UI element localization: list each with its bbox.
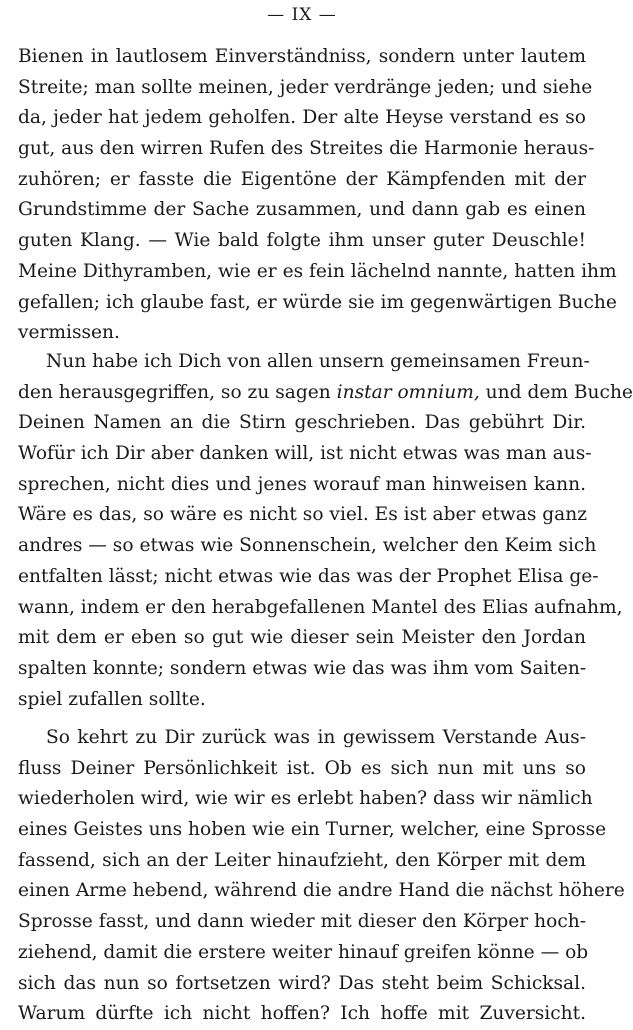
paragraph-3 [18, 723, 625, 1030]
text-line: spalten konnte; sondern etwas wie das was ihm vom Saiten- [18, 657, 587, 679]
text-line: Streite; man sollte meinen, jeder verdränge jeden; und siehe [18, 76, 593, 98]
text-line: Meine Dithyramben, wie er es fein lächelnd nannte, hatten ihm [18, 260, 617, 282]
text-line-with-italic [18, 378, 633, 409]
text-line: da, jeder hat jedem geholfen. Der alte Heyse verstand es so [18, 107, 586, 129]
italic-phrase: instar omnium, [336, 381, 480, 403]
text-line: einen Arme hebend, während die andre Hand die nächst höhere [18, 880, 625, 902]
text-line: ziehend, damit die erstere weiter hinauf greifen könne — ob [18, 941, 589, 963]
text-line: entfalten lässt; nicht etwas wie das was der Prophet Elisa ge- [18, 565, 599, 587]
text-line: Deinen Namen an die Stirn geschrieben. Das gebührt Dir. [18, 412, 586, 434]
text-line: fassend, sich an der Leiter hinaufzieht, den Körper mit dem [18, 849, 586, 871]
text-line: wiederholen wird, wie wir es erlebt haben? dass wir nämlich [18, 788, 593, 810]
text-line: Wäre es das, so wäre es nicht so viel. Es ist aber etwas ganz [18, 504, 588, 526]
text-line: gut, aus den wirren Rufen des Streites die Harmonie heraus- [18, 138, 595, 160]
text-line: Grundstimme der Sache zusammen, und dann gab es einen [18, 199, 586, 221]
text-line: gefallen; ich glaube fast, er würde sie im gegenwärtigen Buche [18, 291, 617, 313]
text-line: Warum dürfte ich nicht hoffen? Ich hoffe mit Zuversicht. [18, 1003, 586, 1025]
text-line: mit dem er eben so gut wie dieser sein Meister den Jordan [18, 627, 586, 649]
text-line: Wofür ich Dir aber danken will, ist nicht etwas was man aus- [18, 443, 592, 465]
text-line: So kehrt zu Dir zurück was in gewissem Verstande Aus- [46, 727, 586, 748]
text-line: zuhören; er fasste die Eigentöne der Kämpfenden mit der [18, 168, 586, 190]
paragraph-2 [18, 347, 633, 715]
text-line: Sprosse fasst, und dann wieder mit dieser den Körper hoch- [18, 911, 586, 933]
text-line: sprechen, nicht dies und jenes worauf man hinweisen kann. [18, 473, 586, 495]
text-line: Nun habe ich Dich von allen unsern gemeinsamen Freun- [46, 351, 590, 372]
text-line: guten Klang. — Wie bald folgte ihm unser guter Deuschle! [18, 230, 586, 252]
page-number: — IX — [267, 5, 337, 25]
paragraph-1 [18, 42, 617, 349]
text-segment: den herausgegriffen, so zu sagen [18, 381, 337, 403]
text-line: sich das nun so fortsetzen wird? Das steht beim Schicksal. [18, 972, 586, 994]
text-line: vermissen. [18, 322, 120, 344]
text-line: spiel zufallen sollte. [18, 688, 206, 710]
text-segment: und dem Buche [479, 381, 633, 403]
text-line: fluss Deiner Persönlichkeit ist. Ob es sich nun mit uns so [18, 757, 586, 779]
text-line: andres — so etwas wie Sonnenschein, welcher den Keim sich [18, 535, 597, 557]
text-line: Bienen in lautlosem Einverständniss, sondern unter lautem [18, 46, 586, 67]
text-line: eines Geistes uns hoben wie ein Turner, welcher, eine Sprosse [18, 819, 607, 841]
text-line: wann, indem er den herabgefallenen Mantel des Elias aufnahm, [18, 596, 623, 618]
